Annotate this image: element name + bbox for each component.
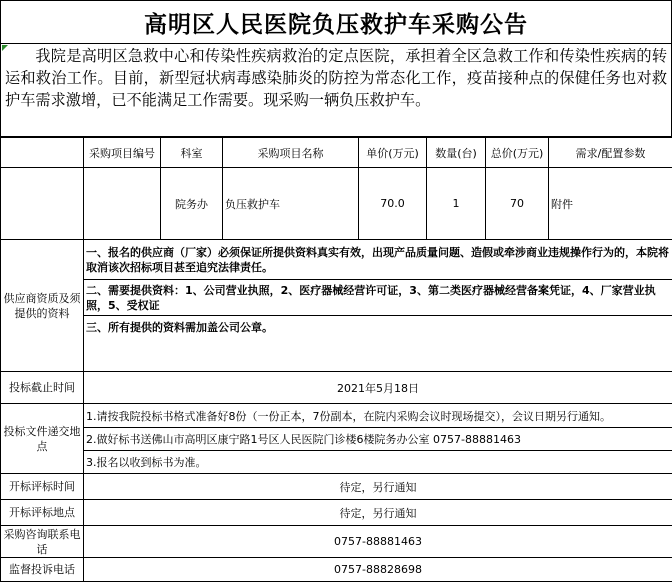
item-name-cell: 负压救护车 [223, 168, 359, 240]
page-title: 高明区人民医院负压救护车采购公告 [0, 0, 672, 44]
table-row [1, 168, 672, 240]
submission-row-1 [1, 404, 672, 428]
submission-line-2: 2.做好标书送佛山市高明区康宁路1号区人民医院门诊楼6楼院务办公室 0757-88881463 [84, 428, 672, 451]
submission-row-3 [1, 451, 672, 474]
deadline-row [1, 372, 672, 404]
item-total-cell: 70 [486, 168, 549, 240]
consult-phone: 0757-88881463 [84, 526, 672, 558]
header-total: 总价(万元) [486, 138, 549, 168]
deadline-value: 2021年5月18日 [84, 372, 672, 404]
deadline-label: 投标截止时间 [1, 372, 84, 404]
eval-time-label: 开标评标时间 [1, 474, 84, 500]
consult-label: 采购咨询联系电话 [1, 526, 84, 558]
supplier-label: 供应商资质及须提供的资料 [1, 240, 84, 372]
header-unit-price: 单价(万元) [359, 138, 427, 168]
supplier-req-row-1 [1, 240, 672, 280]
supplier-requirement-1: 一、报名的供应商（厂家）必须保证所提供资料真实有效，出现产品质量问题、造假或牵涉商业违规操作行为的，本院将取消该次招标项目甚至追究法律责任。 [84, 240, 672, 280]
header-item-code: 采购项目编号 [84, 138, 161, 168]
submission-row-2 [1, 428, 672, 451]
supervise-label: 监督投诉电话 [1, 558, 84, 582]
procurement-table [0, 137, 672, 582]
item-spec-cell: 附件 [549, 168, 672, 240]
supervise-phone: 0757-88828698 [84, 558, 672, 582]
table-header-row [1, 138, 672, 168]
cell-comment-marker-icon [2, 45, 8, 51]
item-unit-price-cell: 70.0 [359, 168, 427, 240]
blank-cell [1, 138, 84, 168]
eval-time-value: 待定，另行通知 [84, 474, 672, 500]
intro-paragraph: 我院是高明区急救中心和传染性疾病救治的定点医院，承担着全区急救工作和传染性疾病的转运和救治工作。目前，新型冠状病毒感染肺炎的防控为常态化工作，疫苗接种点的保健任务也对救护车需求激增，已不能满足工作需要。现采购一辆负压救护车。 [0, 44, 672, 137]
item-quantity-cell: 1 [427, 168, 486, 240]
supplier-requirement-2: 二、需要提供资料：1、公司营业执照，2、医疗器械经营许可证，3、第二类医疗器械经营备案凭证，4、厂家营业执照，5、受权证 [84, 280, 672, 316]
submission-line-3: 3.报名以收到标书为准。 [84, 451, 672, 474]
eval-place-row [1, 500, 672, 526]
submission-line-1: 1.请按我院投标书格式准备好8份（一份正本，7份副本，在院内采购会议时现场提交），会议日期另行通知。 [84, 404, 672, 428]
eval-time-row [1, 474, 672, 500]
header-spec: 需求/配置参数 [549, 138, 672, 168]
header-item-name: 采购项目名称 [223, 138, 359, 168]
supplier-req-row-2 [1, 280, 672, 316]
supplier-req-row-3 [1, 316, 672, 372]
submission-label: 投标文件递交地点 [1, 404, 84, 474]
blank-cell [1, 168, 84, 240]
header-dept: 科室 [161, 138, 223, 168]
supplier-requirement-3: 三、所有提供的资料需加盖公司公章。 [84, 316, 672, 372]
supervise-row [1, 558, 672, 582]
header-quantity: 数量(台) [427, 138, 486, 168]
item-code-cell [84, 168, 161, 240]
eval-place-value: 待定，另行通知 [84, 500, 672, 526]
item-dept-cell: 院务办 [161, 168, 223, 240]
eval-place-label: 开标评标地点 [1, 500, 84, 526]
consult-row [1, 526, 672, 558]
